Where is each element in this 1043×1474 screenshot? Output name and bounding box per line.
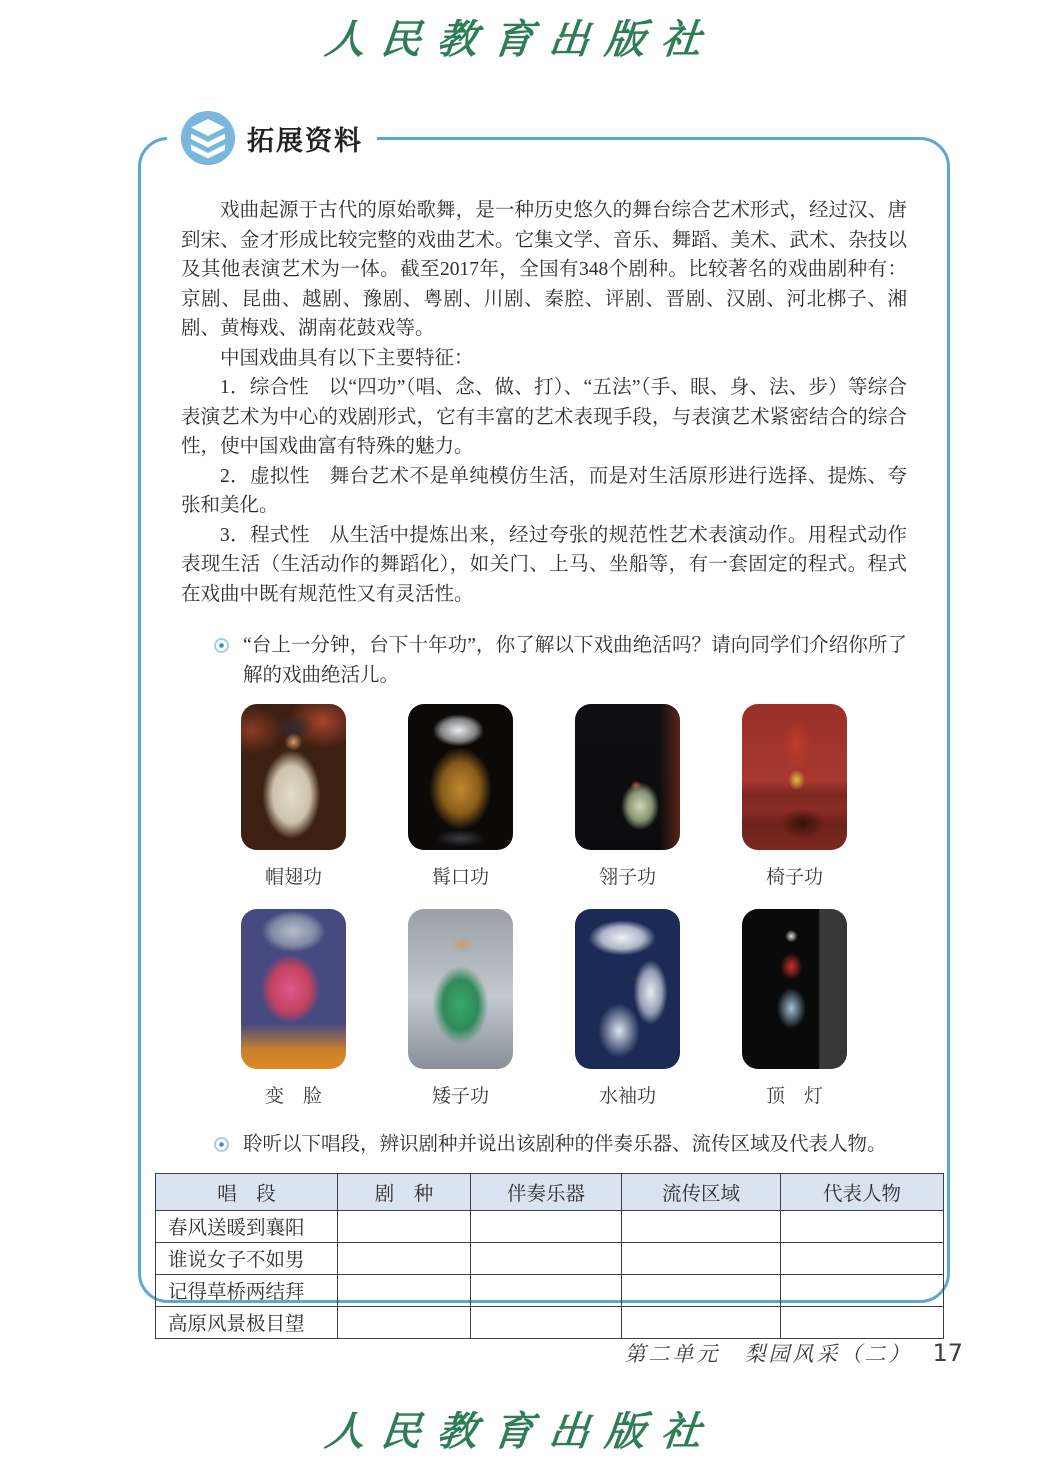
photo-water-sleeve-image bbox=[575, 909, 680, 1069]
photo-grid-row-2 bbox=[181, 909, 907, 1108]
photo-water-sleeve-skill bbox=[575, 909, 680, 1108]
page-number: 17 bbox=[932, 1339, 963, 1367]
empty-cell bbox=[471, 1274, 622, 1306]
extension-material-panel bbox=[138, 125, 950, 1335]
paragraph-feature-3: 3．程式性 从生活中提炼出来，经过夸张的规范性艺术表演动作。用程式动作表现生活（生活动作的舞蹈化），如关门、上马、坐船等，有一套固定的程式。程式在戏曲中既有规范性又有灵活性。 bbox=[181, 524, 907, 605]
page-footer bbox=[624, 1338, 963, 1368]
empty-cell bbox=[622, 1242, 781, 1274]
photo-chair-skill bbox=[742, 704, 847, 889]
photo-beard-image bbox=[408, 704, 513, 850]
empty-cell bbox=[622, 1274, 781, 1306]
empty-cell bbox=[781, 1242, 944, 1274]
empty-cell bbox=[338, 1306, 471, 1338]
table-row bbox=[156, 1306, 944, 1338]
empty-cell bbox=[471, 1306, 622, 1338]
photo-caption: 顶 灯 bbox=[765, 1086, 823, 1107]
table-header-row bbox=[156, 1173, 944, 1210]
photo-feather-image bbox=[575, 704, 680, 850]
header-liuchuan-quyu: 流传区域 bbox=[622, 1173, 781, 1210]
photo-face-changing-image bbox=[241, 909, 346, 1069]
empty-cell bbox=[471, 1210, 622, 1242]
photo-hat-wing-image bbox=[241, 704, 346, 850]
activity-2 bbox=[181, 1130, 907, 1160]
publisher-logo-bottom: 人民教育出版社 bbox=[322, 1408, 720, 1455]
empty-cell bbox=[338, 1242, 471, 1274]
listening-table bbox=[155, 1173, 944, 1339]
photo-caption: 水袖功 bbox=[598, 1086, 656, 1107]
panel-title: 拓展资料 bbox=[247, 125, 363, 156]
empty-cell bbox=[338, 1210, 471, 1242]
row-label: 记得草桥两结拜 bbox=[156, 1274, 338, 1306]
photo-caption: 变 脸 bbox=[264, 1086, 322, 1107]
paragraph-feature-1: 1．综合性 以“四功”（唱、念、做、打）、“五法”（手、眼、身、法、步）等综合表演艺术为中心的戏剧形式，它有丰富的艺术表现手段，与表演艺术紧密结合的综合性，使中国戏曲富有特殊的魅力。 bbox=[181, 377, 907, 457]
photo-dwarf-walk-skill bbox=[408, 909, 513, 1108]
stacked-books-icon bbox=[181, 111, 235, 165]
header-changduan: 唱 段 bbox=[156, 1173, 338, 1210]
table-row bbox=[156, 1242, 944, 1274]
photo-head-lamp-skill bbox=[742, 909, 847, 1108]
photo-dwarf-walk-image bbox=[408, 909, 513, 1069]
row-label: 高原风景极目望 bbox=[156, 1306, 338, 1338]
empty-cell bbox=[781, 1210, 944, 1242]
activity-2-text: 聆听以下唱段，辨识剧种并说出该剧种的伴奏乐器、流传区域及代表人物。 bbox=[243, 1134, 887, 1155]
row-label: 春风送暖到襄阳 bbox=[156, 1210, 338, 1242]
row-label: 谁说女子不如男 bbox=[156, 1242, 338, 1274]
header-daibiao-renwu: 代表人物 bbox=[781, 1173, 944, 1210]
panel-content bbox=[141, 140, 947, 1339]
activity-1 bbox=[181, 631, 907, 690]
photo-caption: 帽翅功 bbox=[264, 867, 322, 888]
table-row bbox=[156, 1210, 944, 1242]
photo-beard-skill bbox=[408, 704, 513, 889]
paragraph-feature-2: 2．虚拟性 舞台艺术不是单纯模仿生活，而是对生活原形进行选择、提炼、夸张和美化。 bbox=[181, 465, 907, 516]
activity-1-text: “台上一分钟，台下十年功”，你了解以下戏曲绝活吗？请向同学们介绍你所了解的戏曲绝活儿。 bbox=[243, 635, 907, 686]
photo-grid-row-1 bbox=[181, 704, 907, 889]
panel-header bbox=[167, 111, 377, 165]
empty-cell bbox=[338, 1274, 471, 1306]
header-juzhong: 剧 种 bbox=[338, 1173, 471, 1210]
empty-cell bbox=[622, 1210, 781, 1242]
empty-cell bbox=[622, 1306, 781, 1338]
photo-feather-skill bbox=[575, 704, 680, 889]
empty-cell bbox=[781, 1274, 944, 1306]
table-row bbox=[156, 1274, 944, 1306]
publisher-logo-top: 人民教育出版社 bbox=[322, 16, 720, 63]
paragraph-opera-origin: 戏曲起源于古代的原始歌舞，是一种历史悠久的舞台综合艺术形式，经过汉、唐到宋、金才形成比较完整的戏曲艺术。它集文学、音乐、舞蹈、美术、武术、杂技以及其他表演艺术为一体。截至2017年，全国有348个剧种。比较著名的戏曲剧种有：京剧、昆曲、越剧、豫剧、粤剧、川剧、秦腔、评剧、晋剧、汉剧、河北梆子、湘剧、黄梅戏、湖南花鼓戏等。 bbox=[181, 200, 907, 339]
photo-hat-wing-skill bbox=[241, 704, 346, 889]
empty-cell bbox=[471, 1242, 622, 1274]
bullet-ring-icon bbox=[214, 1137, 229, 1152]
photo-caption: 髯口功 bbox=[431, 867, 489, 888]
photo-face-changing bbox=[241, 909, 346, 1108]
header-banzou-yueqi: 伴奏乐器 bbox=[471, 1173, 622, 1210]
photo-caption: 椅子功 bbox=[765, 867, 823, 888]
paragraph-features-intro: 中国戏曲具有以下主要特征： bbox=[220, 347, 474, 369]
empty-cell bbox=[781, 1306, 944, 1338]
photo-chair-image bbox=[742, 704, 847, 850]
unit-title: 第二单元 梨园风采（二） bbox=[624, 1342, 913, 1366]
photo-head-lamp-image bbox=[742, 909, 847, 1069]
bullet-ring-icon bbox=[214, 638, 229, 653]
photo-caption: 翎子功 bbox=[598, 867, 656, 888]
photo-caption: 矮子功 bbox=[431, 1086, 489, 1107]
